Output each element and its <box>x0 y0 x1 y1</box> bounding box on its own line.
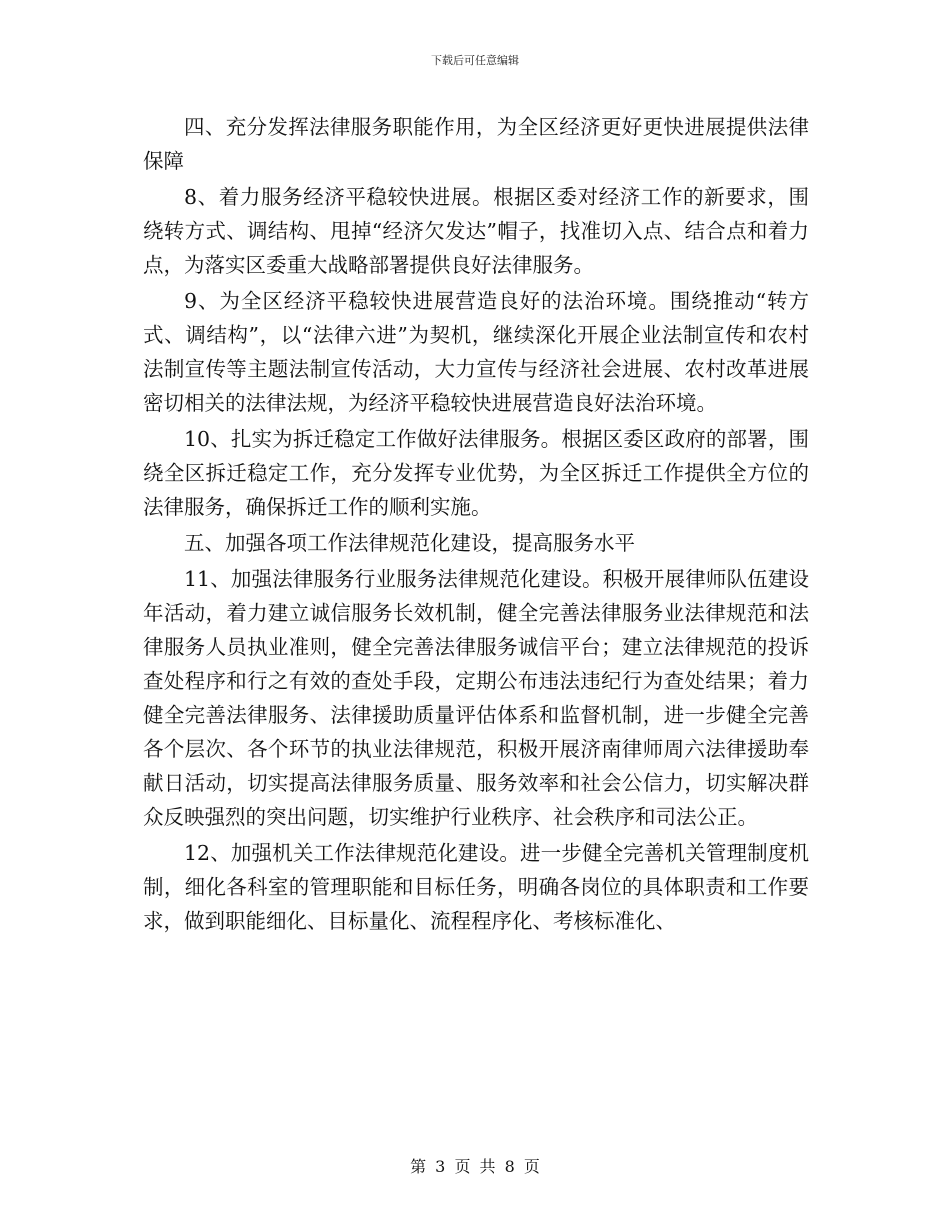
paragraph-item-9: 9、为全区经济平稳较快进展营造良好的法治环境。围绕推动“转方式、调结构”，以“法律六进”为契机，继续深化开展企业法制宣传和农村法制宣传等主题法制宣传活动，大力宣传与经济社会进展、农村改革进展密切相关的法律法规，为经济平稳较快进展营造良好法治环境。 <box>143 289 809 415</box>
paragraph-item-10: 10、扎实为拆迁稳定工作做好法律服务。根据区委区政府的部署，围绕全区拆迁稳定工作，充分发挥专业优势，为全区拆迁工作提供全方位的法律服务，确保拆迁工作的顺利实施。 <box>143 427 809 519</box>
paragraph-item-11: 11、加强法律服务行业服务法律规范化建设。积极开展律师队伍建设年活动，着力建立诚信服务长效机制，健全完善法律服务业法律规范和法律服务人员执业准则，健全完善法律服务诚信平台；建立法律规范的投诉查处程序和行之有效的查处手段，定期公布违法违纪行为查处结果；着力健全完善法律服务、法律援助质量评估体系和监督机制，进一步健全完善各个层次、各个环节的执业法律规范，积极开展济南律师周六法律援助奉献日活动，切实提高法律服务质量、服务效率和社会公信力，切实解决群众反映强烈的突出问题，切实维护行业秩序、社会秩序和司法公正。 <box>143 567 809 829</box>
page-number: 第 3 页 共 8 页 <box>410 1157 540 1176</box>
document-body <box>143 110 809 940</box>
paragraph-item-12: 12、加强机关工作法律规范化建设。进一步健全完善机关管理制度机制，细化各科室的管理职能和目标任务，明确各岗位的具体职责和工作要求，做到职能细化、目标量化、流程程序化、考核标准化、 <box>143 841 809 933</box>
paragraph-item-8: 8、着力服务经济平稳较快进展。根据区委对经济工作的新要求，围绕转方式、调结构、甩掉“经济欠发达”帽子，找准切入点、结合点和着力点，为落实区委重大战略部署提供良好法律服务。 <box>143 185 809 277</box>
page-header: 下载后可任意编辑 <box>431 54 519 67</box>
section-heading-4: 四、充分发挥法律服务职能作用，为全区经济更好更快进展提供法律保障 <box>143 115 809 173</box>
section-heading-5: 五、加强各项工作法律规范化建设，提高服务水平 <box>184 531 635 555</box>
